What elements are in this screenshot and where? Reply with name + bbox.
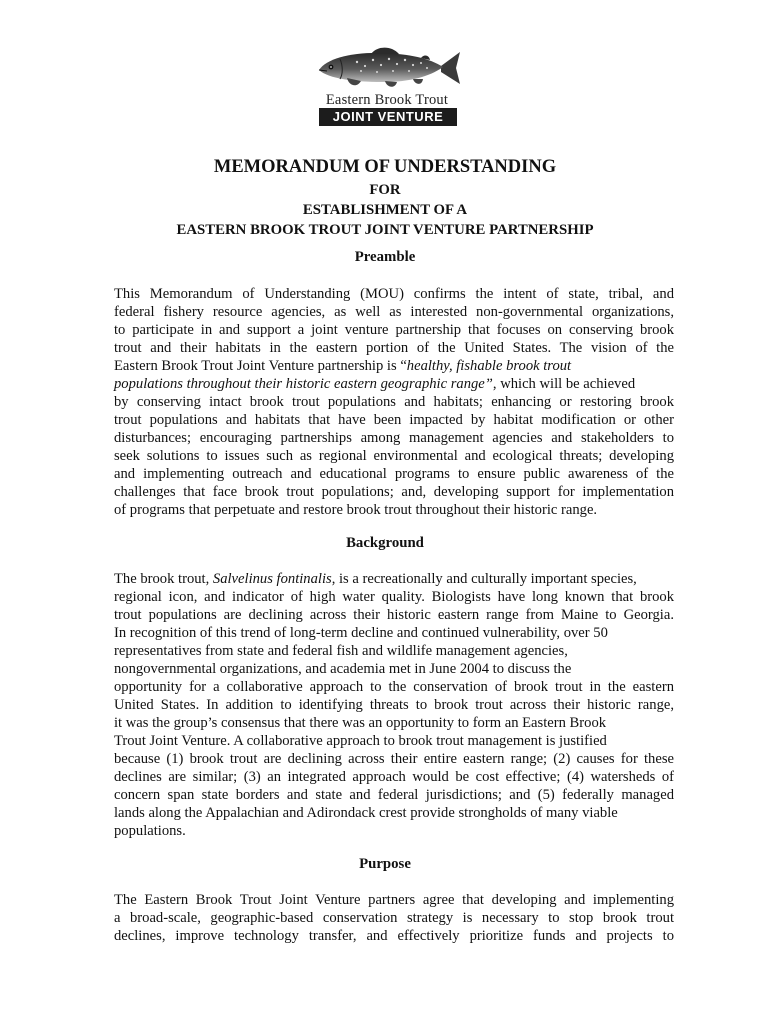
paragraph-line: lands along the Appalachian and Adirondack crest provide strongholds of many viable <box>114 805 618 821</box>
preamble-heading: Preamble <box>354 249 416 265</box>
title-partnership: EASTERN BROOK TROUT JOINT VENTURE PARTNERSHIP <box>176 222 594 238</box>
paragraph-line: to participate in and support a joint venture partnership that focuses on conserving brook <box>114 322 674 338</box>
paragraph-line: declines are similar; (3) an integrated approach would be cost effective; (4) watersheds of <box>114 769 674 785</box>
paragraph-line: seek solutions to issues such as regional environmental and ecological threats; developing <box>114 448 674 464</box>
paragraph-line: opportunity for a collaborative approach to the conservation of brook trout in the eastern <box>114 679 674 695</box>
text-run: The brook trout, <box>114 571 213 587</box>
vision-quote: healthy, fishable brook trout <box>406 358 572 374</box>
trout-icon <box>313 44 461 92</box>
background-paragraph <box>114 570 674 840</box>
paragraph-line: concern span state borders and state and federal jurisdictions; and (5) federally managed <box>114 787 674 803</box>
text-run: Eastern Brook Trout Joint Venture partnership is “ <box>114 358 407 374</box>
text-run: , which will be achieved <box>492 376 636 392</box>
paragraph-line: Trout Joint Venture. A collaborative approach to brook trout management is justified <box>114 733 607 749</box>
paragraph-line: In recognition of this trend of long-term decline and continued vulnerability, over 50 <box>114 625 608 641</box>
paragraph-line: federal fishery resource agencies, as well as interested non-governmental organizations, <box>114 304 674 320</box>
preamble-paragraph <box>114 285 674 519</box>
title-for: FOR <box>369 182 401 198</box>
paragraph-line: representatives from state and federal fish and wildlife management agencies, <box>114 643 568 659</box>
paragraph-line: trout populations are declining across their historic eastern range from Maine to Georgia. <box>114 607 674 623</box>
document-title: MEMORANDUM OF UNDERSTANDING <box>213 157 557 177</box>
paragraph-line: a broad-scale, geographic-based conservation strategy is necessary to stop brook trout <box>114 910 674 926</box>
paragraph-line: because (1) brook trout are declining across their entire eastern range; (2) causes for these <box>114 751 674 767</box>
paragraph-line <box>114 570 674 588</box>
logo-text-eastern-brook-trout: Eastern Brook Trout <box>325 92 449 108</box>
paragraph-line: of programs that perpetuate and restore brook trout throughout their historic range. <box>114 502 598 518</box>
paragraph-line: populations. <box>114 823 186 839</box>
paragraph-line: trout and their habitats in the eastern portion of the United States. The vision of the <box>114 340 674 356</box>
paragraph-line: regional icon, and indicator of high water quality. Biologists have long known that brook <box>114 589 674 605</box>
paragraph-line: This Memorandum of Understanding (MOU) confirms the intent of state, tribal, and <box>114 286 674 302</box>
purpose-heading: Purpose <box>359 856 411 872</box>
paragraph-line <box>114 375 674 393</box>
paragraph-line: by conserving intact brook trout populations and habitats; enhancing or restoring brook <box>114 394 674 410</box>
paragraph-line: and implementing outreach and educational programs to ensure public awareness of the <box>114 466 674 482</box>
paragraph-line: nongovernmental organizations, and academia met in June 2004 to discuss the <box>114 661 572 677</box>
paragraph-line: declines, improve technology transfer, and effectively prioritize funds and projects to <box>114 928 674 944</box>
background-heading: Background <box>346 535 424 551</box>
paragraph-line: disturbances; encouraging partnerships among management agencies and stakeholders to <box>114 430 674 446</box>
eastern-brook-trout-logo <box>313 44 461 132</box>
purpose-paragraph <box>114 891 674 945</box>
logo-banner-joint-venture: JOINT VENTURE <box>319 108 457 126</box>
paragraph-line: United States. In addition to identifying threats to brook trout across their historic range, <box>114 697 674 713</box>
scientific-name: Salvelinus fontinalis <box>212 571 332 587</box>
paragraph-line: it was the group’s consensus that there was an opportunity to form an Eastern Brook <box>114 715 607 731</box>
paragraph-line: The Eastern Brook Trout Joint Venture partners agree that developing and implementing <box>114 892 674 908</box>
text-run: , is a recreationally and culturally important species, <box>331 571 637 587</box>
paragraph-line: challenges that face brook trout populations; and, developing support for implementation <box>114 484 674 500</box>
paragraph-line: trout populations and habitats that have been impacted by habitat modification or other <box>114 412 674 428</box>
vision-quote-continued: populations throughout their historic eastern geographic range” <box>114 376 493 392</box>
document-title-block <box>0 154 770 240</box>
title-establishment: ESTABLISHMENT OF A <box>302 202 468 218</box>
paragraph-line <box>114 357 674 375</box>
